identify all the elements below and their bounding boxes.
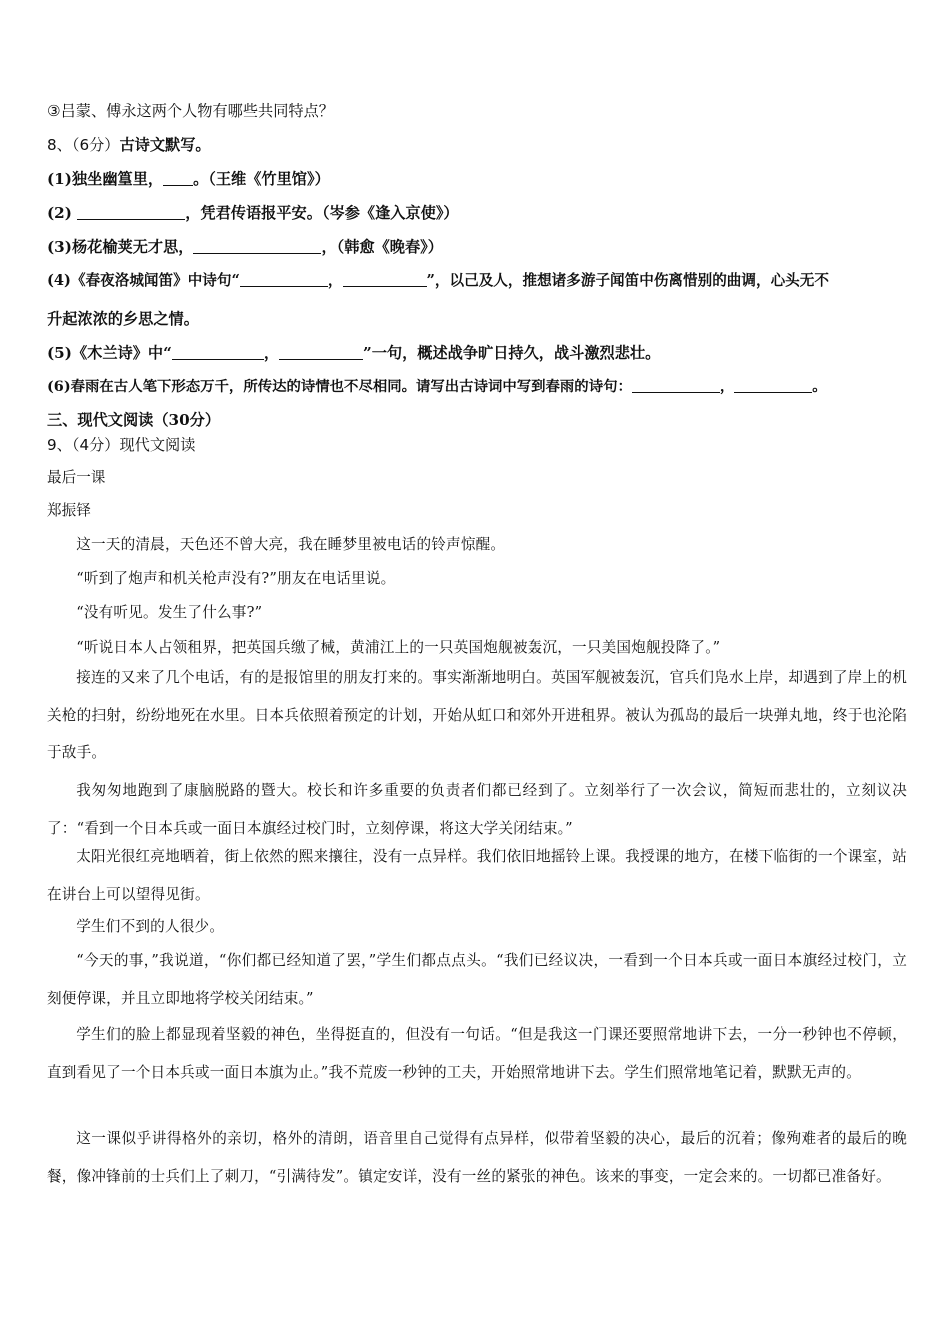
question-8-title: 古诗文默写。 — [119, 136, 211, 154]
article-paragraph: 学生们不到的人很少。 — [76, 918, 225, 935]
article-paragraph: “今天的事，”我说道，“你们都已经知道了罢，”学生们都点点头。“我们已经议决，一看到一个日本兵或一面日本旗经过校门，立刻便停课，并且立即地将学校关闭结束。” — [47, 952, 907, 1007]
article-paragraph: 我匆匆地跑到了康脑脱路的暨大。校长和许多重要的负责者们都已经到了。立刻举行了一次会议，简短而悲壮的，立刻议决了：“看到一个日本兵或一面日本旗经过校门时，立刻停课，将这大学关闭结束。” — [47, 782, 907, 837]
answer-blank[interactable] — [279, 344, 363, 360]
answer-blank[interactable] — [193, 238, 321, 254]
poem-fill-2 — [47, 203, 459, 223]
article-paragraph: 太阳光很红亮地晒着，街上依然的熙来攘往，没有一点异样。我们依旧地摇铃上课。我授课的地方，在楼下临街的一个课室，站在讲台上可以望得见街。 — [47, 848, 907, 903]
poem-fill-5 — [47, 343, 660, 363]
poem-fill-3-suffix: ，（韩愈《晚春》） — [321, 238, 443, 256]
poem-fill-3-prefix: (3)杨花榆荚无才思， — [47, 238, 194, 256]
poem-fill-2-prefix: (2) — [47, 204, 78, 222]
poem-fill-2-suffix: ，凭君传语报平安。（岑参《逢入京使》） — [185, 204, 459, 222]
poem-fill-4-continuation: 升起浓浓的乡思之情。 — [47, 310, 199, 328]
poem-fill-5-prefix: (5)《木兰诗》中“ — [47, 344, 172, 362]
poem-fill-6-suffix: 。 — [812, 378, 827, 395]
section-3-title: 三、现代文阅读（30分） — [47, 411, 221, 429]
article-paragraph: “听说日本人占领租界，把英国兵缴了械，黄浦江上的一只英国炮舰被轰沉，一只美国炮舰投降了。” — [76, 639, 721, 656]
poem-fill-1-prefix: (1)独坐幽篁里， — [47, 170, 164, 188]
answer-blank[interactable] — [632, 377, 720, 393]
poem-fill-6-separator: ， — [719, 378, 735, 395]
article-title: 最后一课 — [47, 469, 106, 486]
poem-fill-1 — [47, 169, 330, 189]
article-paragraph: 这一天的清晨，天色还不曾大亮，我在睡梦里被电话的铃声惊醒。 — [76, 536, 506, 553]
article-paragraph: “没有听见。发生了什么事?” — [76, 604, 263, 621]
question-7-item-3: ③吕蒙、傅永这两个人物有哪些共同特点？ — [47, 102, 334, 120]
poem-fill-4 — [47, 271, 829, 291]
poem-fill-6 — [47, 377, 827, 397]
article-paragraph: “听到了炮声和机关枪声没有?”朋友在电话里说。 — [76, 570, 396, 587]
poem-fill-1-suffix: 。（王维《竹里馆》） — [193, 170, 330, 188]
article-paragraph: 学生们的脸上都显现着坚毅的神色，坐得挺直的，但没有一句话。“但是我这一门课还要照常地讲下去，一分一秒钟也不停顿，直到看见了一个日本兵或一面日本旗为止。”我不荒废一秒钟的工夫，开始照常地讲下去。学生们照常地笔记着，默默无声的。 — [47, 1026, 907, 1081]
poem-fill-5-suffix: ”一句，概述战争旷日持久，战斗激烈悲壮。 — [363, 344, 661, 362]
question-9-header: 9、（4分）现代文阅读 — [47, 436, 196, 454]
poem-fill-5-separator: ， — [263, 344, 279, 362]
answer-blank[interactable] — [163, 170, 193, 186]
poem-fill-3 — [47, 237, 443, 257]
answer-blank[interactable] — [77, 204, 185, 220]
answer-blank[interactable] — [240, 271, 328, 287]
article-author: 郑振铎 — [47, 502, 91, 519]
poem-fill-4-prefix: (4)《春夜洛城闻笛》中诗句“ — [47, 272, 240, 289]
question-8-header — [47, 135, 211, 155]
poem-fill-4-suffix: ”，以己及人，推想诸多游子闻笛中伤离惜别的曲调，心头无不 — [426, 272, 829, 289]
poem-fill-6-prefix: (6)春雨在古人笔下形态万千，所传达的诗情也不尽相同。请写出古诗词中写到春雨的诗句： — [47, 378, 632, 395]
answer-blank[interactable] — [172, 344, 264, 360]
article-paragraph: 这一课似乎讲得格外的亲切，格外的清朗，语音里自己觉得有点异样，似带着坚毅的决心，最后的沉着；像殉难者的最后的晚餐，像冲锋前的士兵们上了刺刀，“引满待发”。镇定安详，没有一丝的紧张的神色。该来的事变，一定会来的。一切都已准备好。 — [47, 1130, 907, 1185]
poem-fill-4-separator: ， — [327, 272, 343, 289]
article-paragraph: 接连的又来了几个电话，有的是报馆里的朋友打来的。事实渐渐地明白。英国军舰被轰沉，官兵们凫水上岸，却遇到了岸上的机关枪的扫射，纷纷地死在水里。日本兵依照着预定的计划，开始从虹口和郊外开进租界。被认为孤岛的最后一块弹丸地，终于也沦陷于敌手。 — [47, 669, 907, 761]
question-8-number: 8、（6分） — [47, 136, 120, 154]
answer-blank[interactable] — [734, 377, 812, 393]
answer-blank[interactable] — [343, 271, 427, 287]
